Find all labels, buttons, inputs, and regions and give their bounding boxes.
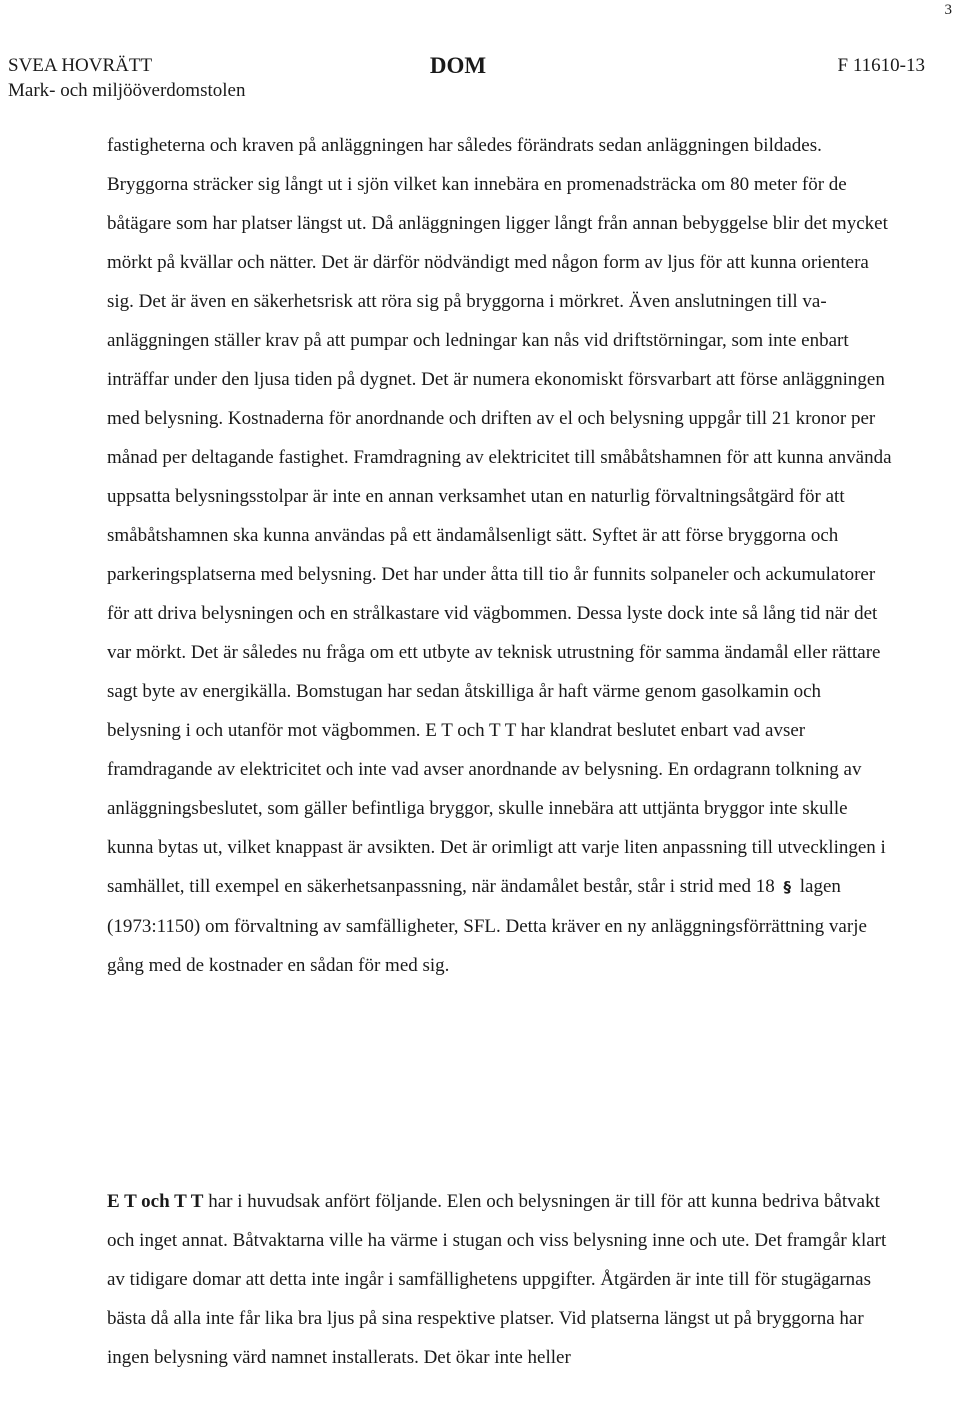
page-number: 3 xyxy=(944,2,952,18)
paragraph-text-continued: lagen (1973:1150) om förvaltning av samfälligheter, SFL. Detta kräver en ny anläggningsförrättning varje gång med de kostnader en sådan för med sig. xyxy=(107,876,867,976)
court-division: Mark- och miljööverdomstolen xyxy=(8,80,246,101)
paragraph-respondent-arguments xyxy=(107,1182,897,1377)
party-names: E T och T T xyxy=(107,1191,204,1212)
section-symbol: § xyxy=(783,878,791,896)
paragraph-text: har i huvudsak anfört följande. Elen och belysningen är till för att kunna bedriva båtvakt och inget annat. Båtvaktarna ville ha värme i stugan och viss belysning inne och ute. Det framgår klart av tidigare domar att detta inte ingår i samfällighetens uppgifter. Åtgärden är inte till för stugägarnas bästa då alla inte får lika bra ljus på sina respektive platser. Vid platserna längst ut på bryggorna har ingen belysning värd namnet installerats. Det ökar inte heller xyxy=(107,1191,887,1368)
paragraph-claimant-arguments xyxy=(107,126,897,985)
case-number: F 11610-13 xyxy=(837,55,925,76)
document-type: DOM xyxy=(429,53,487,78)
document-header xyxy=(8,55,938,105)
paragraph-text: fastigheterna och kraven på anläggningen har således förändrats sedan anläggningen bildades. Bryggorna sträcker sig långt ut i sjön vilket kan innebära en promenadsträcka om 80 meter för de båtägare som har platser längst ut. Då anläggningen ligger långt från annan bebyggelse blir det mycket mörkt på kvällar och nätter. Det är därför nödvändigt med någon form av ljus för att kunna orientera sig. Det är även en säkerhetsrisk att röra sig på bryggorna i mörkret. Även anslutningen till va-anläggningen ställer krav på att pumpar och ledningar kan nås vid driftstörningar, som inte enbart inträffar under den ljusa tiden på dygnet. Det är numera ekonomiskt försvarbart att förse anläggningen med belysning. Kostnaderna för anordnande och driften av el och belysning uppgår till 21 kronor per månad per deltagande fastighet. Framdragning av elektricitet till småbåtshamnen för att kunna använda uppsatta belysningsstolpar är inte en annan verksamhet utan en naturlig förvaltningsåtgärd för att småbåtshamnen ska kunna användas på ett ändamålsenligt sätt. Syftet är att förse bryggorna och parkeringsplatserna med belysning. Det har under åtta till tio år funnits solpaneler och ackumulatorer för att driva belysningen och en strålkastare vid vägbommen. Dessa lyste dock inte så lång tid när det var mörkt. Det är således nu fråga om ett utbyte av teknisk utrustning för samma ändamål eller rättare sagt byte av energikälla. Bomstugan har sedan åtskilliga år haft värme genom gasolkamin och belysning i och utanför mot vägbommen. E T och T T har klandrat beslutet enbart vad avser framdragande av elektricitet och inte vad avser anordnande av belysning. En ordagrann tolkning av anläggningsbeslutet, som gäller befintliga bryggor, skulle innebära att uttjänta bryggor inte skulle kunna bytas ut, vilket knappast är avsikten. Det är orimligt att varje liten anpassning till utvecklingen i samhället, till exempel en säkerhetsanpassning, när ändamålet består, står i strid med 18 xyxy=(107,135,892,897)
court-name: SVEA HOVRÄTT xyxy=(8,55,153,76)
